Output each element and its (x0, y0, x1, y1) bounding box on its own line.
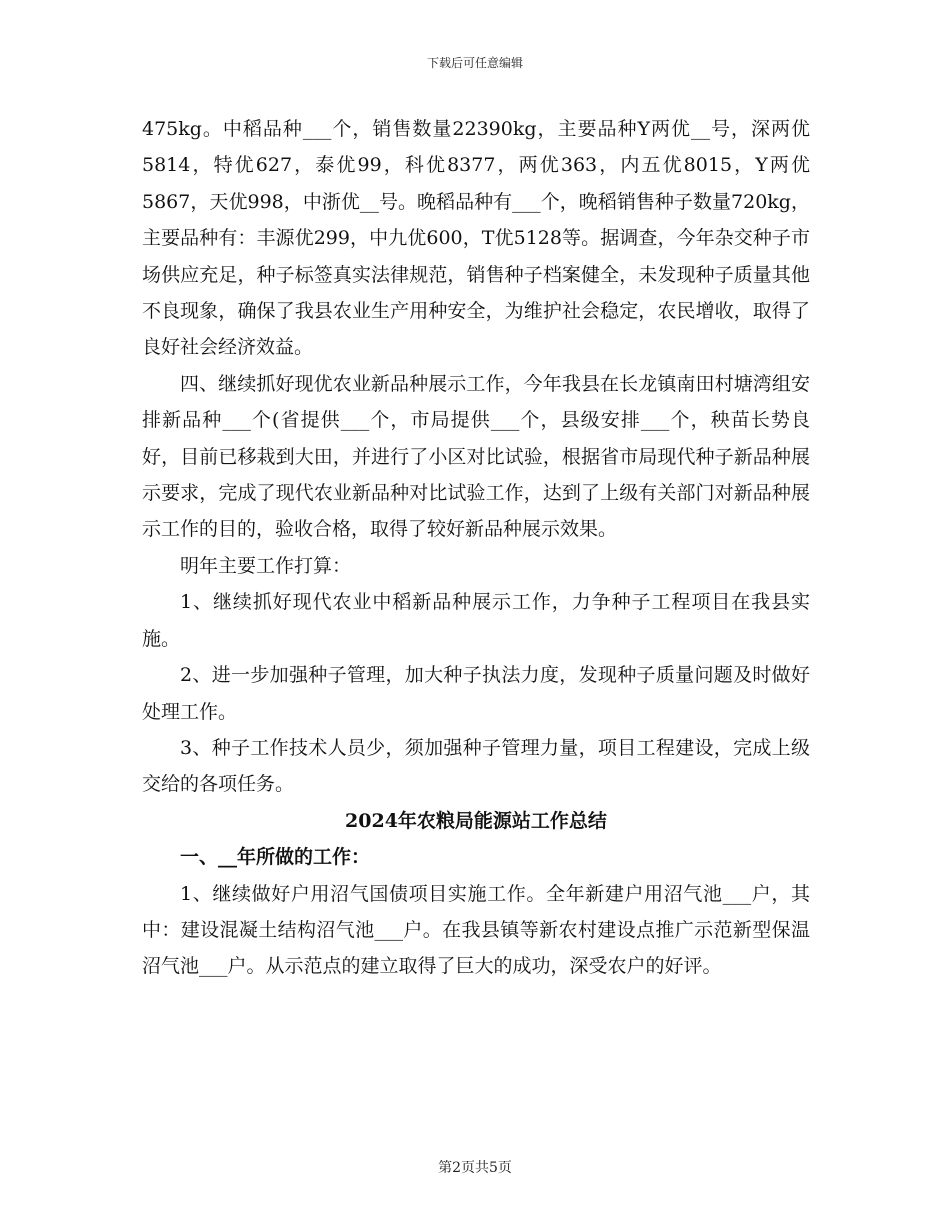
page-footer: 第2页共5页 (438, 1160, 512, 1176)
paragraph-variety-display: 四、继续抓好现优农业新品种展示工作，今年我县在长龙镇南田村塘湾组安排新品种___个(省提供___个，市局提供___个，县级安排___个，秧苗长势良好，目前已移栽到大田，并进行了小区对比试验，根据省市局现代种子新品种展示要求，完成了现代农业新品种对比试验工作，达到了上级有关部门对新品种展示工作的目的，验收合格，取得了较好新品种展示效果。 (142, 372, 810, 541)
document-body (142, 111, 810, 985)
paragraph-next-year-plan: 明年主要工作打算： (180, 554, 352, 577)
paragraph-biogas-project: 1、继续做好户用沼气国债项目实施工作。全年新建户用沼气池___户，其中：建设混凝土结构沼气池___户。在我县镇等新农村建设点推广示范新型保温沼气池___户。从示范点的建立取得了巨大的成功，深受农户的好评。 (142, 882, 810, 978)
paragraph-plan-item-3: 3、种子工作技术人员少，须加强种子管理力量，项目工程建设，完成上级交给的各项任务。 (142, 736, 810, 796)
section-title: 2024年农粮局能源站工作总结 (345, 809, 607, 832)
paragraph-plan-item-1: 1、继续抓好现代农业中稻新品种展示工作，力争种子工程项目在我县实施。 (142, 591, 810, 650)
paragraph-seed-sales: 475kg。中稻品种___个，销售数量22390kg，主要品种Y两优__号，深两优5814，特优627，泰优99，科优8377，两优363，内五优8015，Y两优5867，天优998，中浙优__号。晚稻品种有___个，晚稻销售种子数量720kg，主要品种有：丰源优299，中九优600，T优5128等。据调查，今年杂交种子市场供应充足，种子标签真实法律规范，销售种子档案健全，未发现种子质量其他不良现象，确保了我县农业生产用种安全，为维护社会稳定，农民增收，取得了良好社会经济效益。 (142, 118, 810, 359)
page-header: 下载后可任意编辑 (426, 56, 523, 70)
section-heading: 一、__年所做的工作： (180, 846, 371, 869)
paragraph-plan-item-2: 2、进一步加强种子管理，加大种子执法力度，发现种子质量问题及时做好处理工作。 (142, 664, 810, 723)
